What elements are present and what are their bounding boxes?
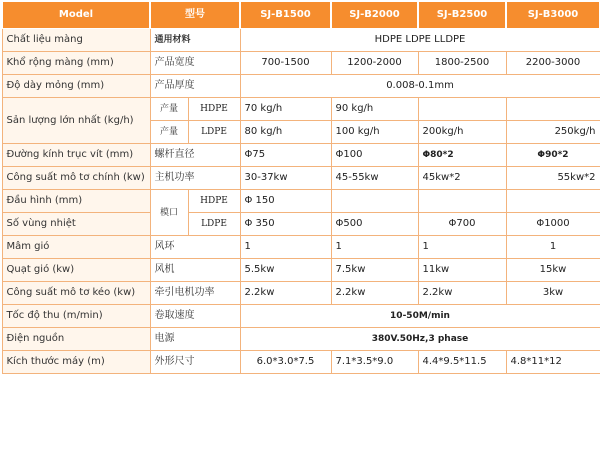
value-3 xyxy=(418,98,506,121)
value-4: 3kw xyxy=(506,282,600,305)
value-3: 200kg/h xyxy=(418,121,506,144)
value-merged: 0.008-0.1mm xyxy=(240,75,600,98)
label-cn: 模口 xyxy=(150,190,188,236)
value-1: 1 xyxy=(240,236,331,259)
label-vn: Chất liệu màng xyxy=(2,29,150,52)
row-die-hdpe xyxy=(2,190,600,213)
label-vn: Đường kính trục vít (mm) xyxy=(2,144,150,167)
value-2: 7.1*3.5*9.0 xyxy=(331,351,418,374)
row-power xyxy=(2,328,600,351)
value-4: 1 xyxy=(506,236,600,259)
value-4: 2200-3000 xyxy=(506,52,600,75)
row-width xyxy=(2,52,600,75)
value-3: 45kw*2 xyxy=(418,167,506,190)
value-4: 250kg/h xyxy=(506,121,600,144)
label-cn: 卷取速度 xyxy=(150,305,240,328)
row-die-ldpe xyxy=(2,213,600,236)
value-2: 100 kg/h xyxy=(331,121,418,144)
value-2: 1 xyxy=(331,236,418,259)
header-model-4: SJ-B3000 xyxy=(506,2,600,29)
label-cn: 外形尺寸 xyxy=(150,351,240,374)
value-1: Φ75 xyxy=(240,144,331,167)
label-vn: Công suất mô tơ kéo (kw) xyxy=(2,282,150,305)
header-model: Model xyxy=(2,2,150,29)
value-3: 2.2kw xyxy=(418,282,506,305)
value-3: Φ700 xyxy=(418,213,506,236)
value-1: Φ 350 xyxy=(240,213,331,236)
row-thickness xyxy=(2,75,600,98)
value-1: 70 kg/h xyxy=(240,98,331,121)
value-2: Φ500 xyxy=(331,213,418,236)
value-3: 4.4*9.5*11.5 xyxy=(418,351,506,374)
row-motor xyxy=(2,167,600,190)
value-3: 1 xyxy=(418,236,506,259)
value-1: 6.0*3.0*7.5 xyxy=(240,351,331,374)
value-3: 1800-2500 xyxy=(418,52,506,75)
value-3 xyxy=(418,190,506,213)
row-size xyxy=(2,351,600,374)
value-3: 11kw xyxy=(418,259,506,282)
value-1: 30-37kw xyxy=(240,167,331,190)
value-2: 7.5kw xyxy=(331,259,418,282)
label-vn: Quạt gió (kw) xyxy=(2,259,150,282)
label-vn: Mâm gió xyxy=(2,236,150,259)
row-material xyxy=(2,29,600,52)
value-2: Φ100 xyxy=(331,144,418,167)
value-4 xyxy=(506,190,600,213)
value-2: 45-55kw xyxy=(331,167,418,190)
row-airring xyxy=(2,236,600,259)
value-1: 700-1500 xyxy=(240,52,331,75)
label-vn: Độ dày mỏng (mm) xyxy=(2,75,150,98)
label-sub: LDPE xyxy=(188,213,240,236)
header-row xyxy=(2,2,600,29)
value-2: 90 kg/h xyxy=(331,98,418,121)
label-cn: 通用材料 xyxy=(150,29,240,52)
label-cn: 产品宽度 xyxy=(150,52,240,75)
value-4: Φ90*2 xyxy=(506,144,600,167)
row-output-hdpe xyxy=(2,98,600,121)
header-model-2: SJ-B2000 xyxy=(331,2,418,29)
value-1: 80 kg/h xyxy=(240,121,331,144)
value-2: 1200-2000 xyxy=(331,52,418,75)
header-model-1: SJ-B1500 xyxy=(240,2,331,29)
value-4: 15kw xyxy=(506,259,600,282)
value-4: 55kw*2 xyxy=(506,167,600,190)
label-vn: Đầu hình (mm) xyxy=(2,190,150,213)
label-cn: 风环 xyxy=(150,236,240,259)
label-cn: 电源 xyxy=(150,328,240,351)
row-haul xyxy=(2,282,600,305)
value-1: Φ 150 xyxy=(240,190,331,213)
label-vn: Số vùng nhiệt xyxy=(2,213,150,236)
header-model-3: SJ-B2500 xyxy=(418,2,506,29)
row-winding xyxy=(2,305,600,328)
value-1: 5.5kw xyxy=(240,259,331,282)
label-cn: 产品厚度 xyxy=(150,75,240,98)
label-cn: 主机功率 xyxy=(150,167,240,190)
label-sub: HDPE xyxy=(188,190,240,213)
label-sub: HDPE xyxy=(188,98,240,121)
label-vn: Kích thước máy (m) xyxy=(2,351,150,374)
value-1: 2.2kw xyxy=(240,282,331,305)
label-sub: LDPE xyxy=(188,121,240,144)
spec-table-container xyxy=(1,1,599,447)
label-vn: Tốc độ thu (m/min) xyxy=(2,305,150,328)
value-4 xyxy=(506,98,600,121)
label-cn: 牵引电机功率 xyxy=(150,282,240,305)
row-fan xyxy=(2,259,600,282)
label-vn: Khổ rộng màng (mm) xyxy=(2,52,150,75)
label-cn: 产量 xyxy=(150,98,188,121)
value-4: 4.8*11*12 xyxy=(506,351,600,374)
label-vn: Công suất mô tơ chính (kw) xyxy=(2,167,150,190)
value-2: 2.2kw xyxy=(331,282,418,305)
spec-table xyxy=(1,1,600,374)
value-4: Φ1000 xyxy=(506,213,600,236)
label-cn: 螺杆直径 xyxy=(150,144,240,167)
label-cn: 风机 xyxy=(150,259,240,282)
label-vn: Sản lượng lớn nhất (kg/h) xyxy=(2,98,150,144)
value-2 xyxy=(331,190,418,213)
label-vn: Điện nguồn xyxy=(2,328,150,351)
value-merged: 10-50M/min xyxy=(240,305,600,328)
value-3: Φ80*2 xyxy=(418,144,506,167)
value-merged: HDPE LDPE LLDPE xyxy=(240,29,600,52)
value-merged: 380V.50Hz,3 phase xyxy=(240,328,600,351)
row-screw xyxy=(2,144,600,167)
label-cn: 产量 xyxy=(150,121,188,144)
header-type: 型号 xyxy=(150,2,240,29)
